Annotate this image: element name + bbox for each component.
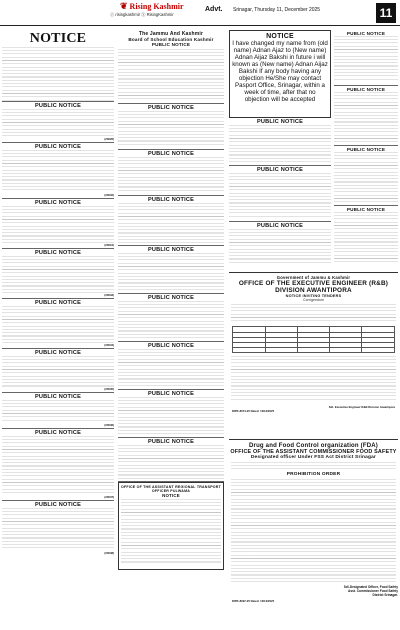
notice-title: PUBLIC NOTICE — [147, 391, 195, 397]
nit-title: NOTICE INVITING TENDERS — [285, 294, 342, 298]
dipk-ref: DIPK-8074-25 Dated: 10/12/2025 — [232, 409, 275, 413]
notice-ref: (23038) — [104, 551, 114, 555]
notice-body — [334, 36, 398, 82]
public-notice — [118, 294, 224, 342]
notice-body — [231, 479, 396, 583]
notice-body — [2, 256, 114, 293]
drug-office: OFFICE OF THE ASSISTANT COMMISSIONER FOOD SAFETY — [230, 449, 397, 455]
public-notice — [229, 118, 331, 166]
notice-title: PUBLIC NOTICE — [256, 223, 304, 229]
notice-body — [231, 304, 396, 324]
advt-label: Advt. — [205, 6, 223, 13]
rto-notice — [118, 482, 224, 570]
column-2 — [118, 30, 224, 570]
notice-body — [121, 499, 221, 565]
notice-body — [2, 436, 114, 495]
notice-terms — [231, 356, 396, 402]
notice-title: NOTICE — [266, 33, 294, 40]
public-notice — [2, 299, 114, 349]
notice-title: PUBLIC NOTICE — [256, 167, 304, 173]
notice-body — [118, 301, 224, 339]
notice-body — [118, 49, 224, 99]
notice-body — [334, 152, 398, 202]
notice-body — [118, 445, 224, 479]
notice-body — [229, 229, 331, 265]
notice-body — [229, 125, 331, 163]
public-notice — [2, 102, 114, 143]
brand-logo: ❦ Rising Kashmir — [120, 1, 184, 11]
notice-intro — [231, 462, 396, 470]
engineer-office-title: OFFICE OF THE EXECUTIVE ENGINEER (R&B) DIVISION AWANTIPORA — [238, 280, 389, 294]
notice-ref: (23016) — [104, 243, 114, 247]
notice-body — [229, 173, 331, 219]
notice-title: PUBLIC NOTICE — [147, 439, 195, 445]
social-links: ⓕ risingkashmir ⓧ RisingKashmir — [110, 12, 174, 17]
govt-title: Government of Jammu & Kashmir — [276, 275, 351, 280]
facebook-icon: ⓕ — [110, 12, 115, 17]
notice-body — [334, 92, 398, 142]
notice-title: PUBLIC NOTICE — [34, 300, 82, 306]
drug-title: Drug and Food Control organization (FDA) — [249, 443, 378, 449]
notice-body — [118, 349, 224, 387]
notice-body — [118, 203, 224, 243]
column-1 — [2, 30, 114, 557]
rto-title: OFFICE OF THE ASSISTANT REGIONAL TRANSPORT OFFICER PULWAMA — [121, 485, 221, 493]
drug-officer: Designated officer Under FSS Act District Srinagar — [250, 455, 377, 460]
notice-body — [118, 157, 224, 193]
notice-title: NOTICE — [29, 31, 87, 46]
notice-ref: (23035) — [104, 387, 114, 391]
notice-title: PUBLIC NOTICE — [346, 87, 386, 92]
public-notice — [2, 249, 114, 299]
notice-title: PUBLIC NOTICE — [34, 144, 82, 150]
public-notice — [118, 196, 224, 246]
notice-body — [2, 150, 114, 193]
rto-notice-title: NOTICE — [162, 493, 180, 498]
public-notice — [118, 390, 224, 438]
public-notice — [2, 501, 114, 557]
engineer-signature: Sd/- Executive Engineer R&B Division Awantipora — [328, 405, 395, 409]
public-notice — [118, 150, 224, 196]
notice-block — [2, 30, 114, 102]
notice-body — [118, 397, 224, 435]
page-number: 11 — [376, 3, 396, 23]
notice-body — [2, 356, 114, 387]
notice-body — [118, 111, 224, 147]
public-notice — [118, 104, 224, 150]
public-notice — [334, 206, 398, 268]
notice-title: PUBLIC NOTICE — [147, 247, 195, 253]
public-notice — [2, 429, 114, 501]
tender-table — [232, 326, 394, 353]
public-notice — [118, 438, 224, 482]
notice-ref: (23032) — [104, 193, 114, 197]
public-notice — [334, 146, 398, 206]
corrigendum-label: Corrigendum — [303, 298, 324, 302]
notice-title: PUBLIC NOTICE — [147, 295, 195, 301]
notice-ref: (23033) — [104, 293, 114, 297]
notice-title: PUBLIC NOTICE — [34, 250, 82, 256]
notice-title: PUBLIC NOTICE — [147, 151, 195, 157]
masthead — [0, 0, 400, 26]
food-safety-notice — [229, 443, 398, 627]
twitter-icon: ⓧ — [141, 12, 146, 17]
notice-title: PUBLIC NOTICE — [147, 343, 195, 349]
public-notice — [2, 199, 114, 249]
column-4 — [334, 30, 398, 268]
board-notice — [118, 30, 224, 104]
notice-ref: (23034) — [104, 343, 114, 347]
column-3 — [229, 30, 331, 268]
notice-title: PUBLIC NOTICE — [34, 200, 82, 206]
notice-body — [2, 206, 114, 243]
name-change-notice — [229, 30, 331, 118]
notice-title: PUBLIC NOTICE — [346, 147, 386, 152]
notice-title: PUBLIC NOTICE — [34, 103, 82, 109]
public-notice — [118, 342, 224, 390]
dipk-ref: DIPK-8097-25 Dated: 10/12/2025 — [232, 599, 275, 603]
notice-body — [2, 109, 114, 137]
public-notice — [2, 393, 114, 429]
public-notice — [334, 30, 398, 86]
food-signoff: Sd/-Designated Officer, Food Safety Asst. Commissioner Food Safety District Srinagar. — [343, 585, 398, 597]
notice-title: PUBLIC NOTICE — [34, 430, 82, 436]
notice-ref: (23037) — [104, 495, 114, 499]
board-subtitle: Board of School Education Kashmir — [128, 37, 214, 42]
notice-title: PUBLIC NOTICE — [256, 119, 304, 125]
board-notice-title: PUBLIC NOTICE — [151, 42, 191, 47]
public-notice — [229, 222, 331, 268]
notice-title: PUBLIC NOTICE — [346, 31, 386, 36]
name-change-text: I have changed my name from (old name) Adnan Ajaz to (New name) Adnan Aijaz Bakshi in future i will known as (New name) Adnan Aijaz Bakshi If any body having any objection He/She may contact Pasport Office, Srinagar, within a week of time, after that no objection will be accepted — [232, 40, 328, 103]
public-notice — [2, 143, 114, 199]
notice-body — [118, 253, 224, 291]
notice-title: PUBLIC NOTICE — [147, 105, 195, 111]
public-notice — [229, 166, 331, 222]
public-notice — [334, 86, 398, 146]
public-notice — [2, 349, 114, 393]
notice-ref: (23026) — [104, 137, 114, 141]
notice-body — [334, 212, 398, 264]
notice-title: PUBLIC NOTICE — [147, 197, 195, 203]
notice-title: PUBLIC NOTICE — [34, 350, 82, 356]
notice-body — [2, 400, 114, 423]
notice-body — [2, 508, 114, 551]
notice-ref: (23036) — [104, 423, 114, 427]
nit-notice — [229, 272, 398, 440]
notice-title: PUBLIC NOTICE — [34, 394, 82, 400]
notice-body — [2, 306, 114, 343]
notice-title: PUBLIC NOTICE — [346, 207, 386, 212]
notice-title: PUBLIC NOTICE — [34, 502, 82, 508]
dateline: Srinagar, Thursday 11, December 2025 — [233, 7, 321, 13]
prohibition-title: PROHIBITION ORDER — [286, 472, 341, 477]
public-notice — [118, 246, 224, 294]
notice-body — [2, 47, 114, 103]
board-title: The Jammu And Kashmir — [138, 31, 204, 37]
